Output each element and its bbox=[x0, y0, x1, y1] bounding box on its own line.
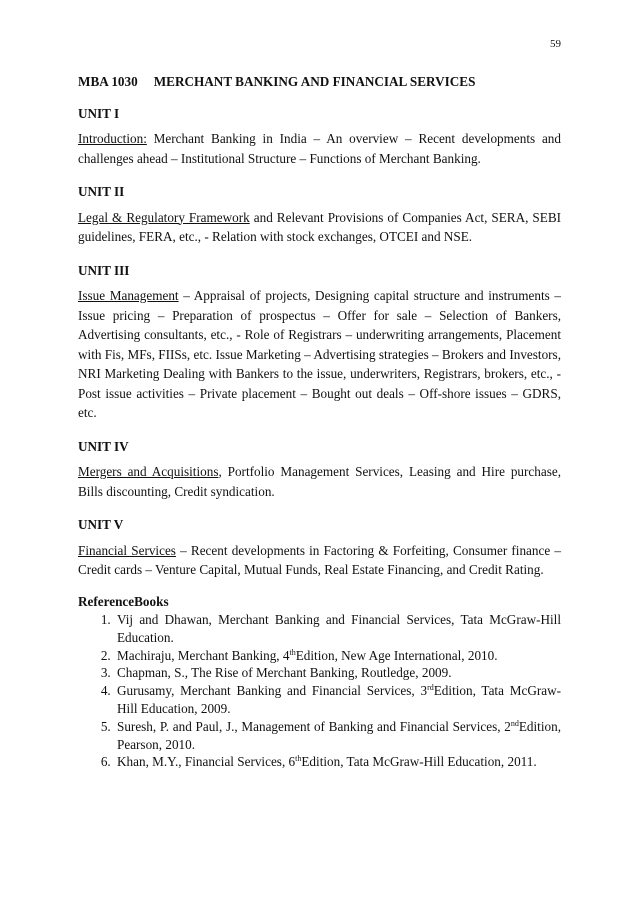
unit-heading: UNIT III bbox=[78, 262, 130, 278]
unit-text: and Relevant Provisions of Companies Act, SERA, SEBI guidelines, FERA, etc., - Relation with stock exchanges, OTCEI and NSE. bbox=[78, 209, 562, 244]
syllabus-content bbox=[78, 72, 561, 771]
unit-topic: Financial Services bbox=[78, 542, 176, 558]
unit-description bbox=[78, 541, 561, 580]
course-code: MBA 1030 bbox=[78, 74, 138, 89]
unit-topic: Issue Management bbox=[78, 288, 179, 303]
unit-text: Merchant Banking in India – An overview – Recent developments and challenges ahead – Institutional Structure – Functions of Merchant Banking. bbox=[78, 131, 561, 166]
unit-heading: UNIT IV bbox=[78, 438, 129, 454]
reference-item: 5. Suresh, P. and Paul, J., Management of Banking and Financial Services, 2ndEdition, Pearson, 2010. bbox=[114, 718, 561, 754]
unit-description bbox=[78, 129, 561, 168]
unit-description bbox=[78, 286, 561, 423]
unit-topic: Introduction: bbox=[78, 131, 147, 146]
unit-topic: Legal & Regulatory Framework bbox=[78, 209, 250, 225]
reference-item: 3. Chapman, S., The Rise of Merchant Banking, Routledge, 2009. bbox=[114, 664, 561, 682]
unit-heading: UNIT II bbox=[78, 184, 125, 199]
reference-item: 1. Vij and Dhawan, Merchant Banking and Financial Services, Tata McGraw-Hill Education. bbox=[114, 611, 561, 647]
unit-description bbox=[78, 208, 561, 247]
page-number: 59 bbox=[550, 38, 561, 50]
unit-heading: UNIT V bbox=[78, 517, 124, 532]
unit-text: – Recent developments in Factoring & Forfeiting, Consumer finance – Credit cards – Venture Capital, Mutual Funds, Real Estate Financing, and Credit Rating. bbox=[78, 542, 561, 577]
course-title bbox=[78, 72, 561, 92]
unit-text: – Appraisal of projects, Designing capital structure and instruments – Issue pricing – Preparation of prospectus – Offer for sale – Selection of Bankers, Advertising consultants, etc., - Role of Registrars – underwriting arrangements, Placement with Fis, MFs, FIISs, etc. Issue Marketing – Advertising strategies – Brokers and Investors, NRI Marketing Dealing with Bankers to the issue, underwriters, Registrars, brokers, etc., - Post issue activities – Private placement – Bought out deals – Off-shore issues – GDRS, etc. bbox=[78, 288, 561, 420]
reference-item: 2. Machiraju, Merchant Banking, 4thEdition, New Age International, 2010. bbox=[114, 647, 561, 665]
reference-item: 4. Gurusamy, Merchant Banking and Financial Services, 3rdEdition, Tata McGraw-Hill Education, 2009. bbox=[114, 682, 561, 718]
unit-heading: UNIT I bbox=[78, 105, 120, 121]
unit-topic: Mergers and Acquisitions bbox=[78, 464, 219, 479]
reference-list bbox=[78, 611, 561, 771]
course-name: MERCHANT BANKING AND FINANCIAL SERVICES bbox=[153, 74, 476, 89]
reference-item: 6. Khan, M.Y., Financial Services, 6thEdition, Tata McGraw-Hill Education, 2011. bbox=[114, 753, 561, 771]
unit-text: , Portfolio Management Services, Leasing and Hire purchase, Bills discounting, Credit syndication. bbox=[78, 464, 561, 499]
references-heading: ReferenceBooks bbox=[78, 593, 169, 609]
unit-description bbox=[78, 462, 561, 501]
